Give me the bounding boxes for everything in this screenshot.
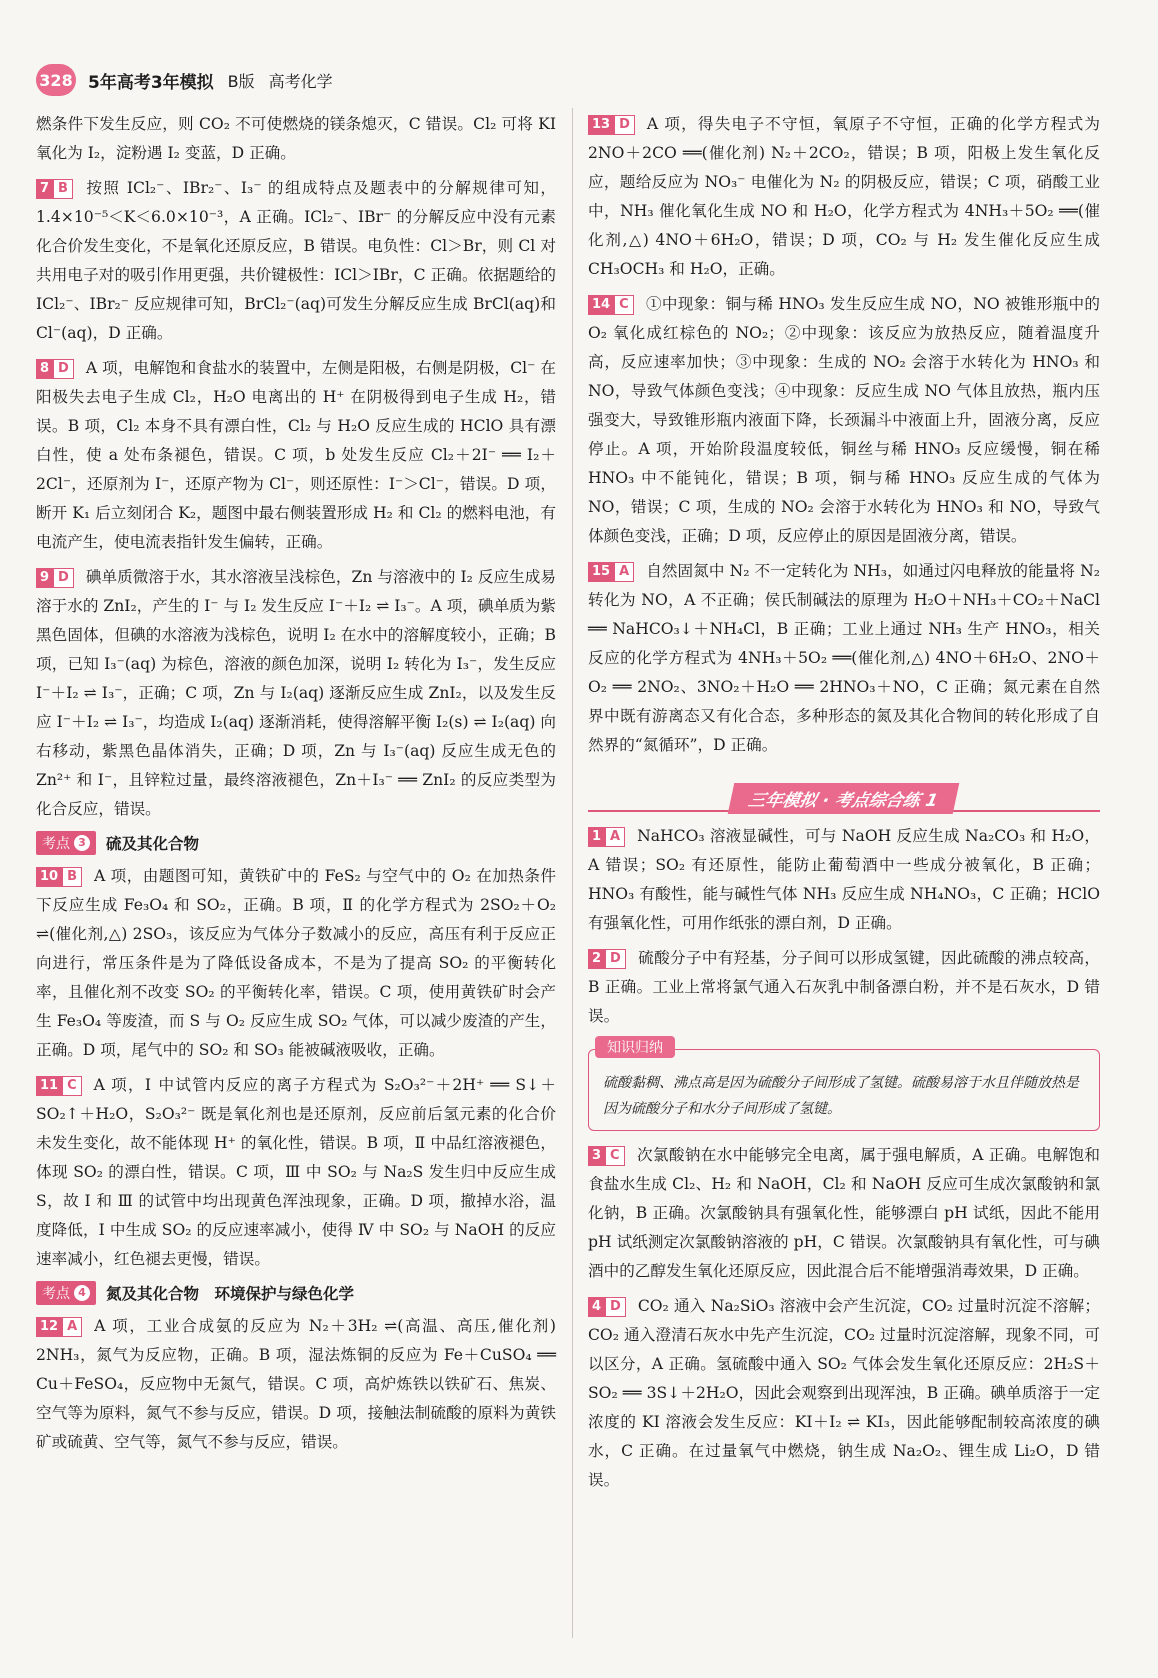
page-header [36,62,333,98]
answer-q9 [36,563,556,824]
intro-paragraph: 燃条件下发生反应，则 CO₂ 不可使燃烧的镁条熄灭，C 错误。Cl₂ 可将 KI 氧化为 I₂，淀粉遇 I₂ 变蓝，D 正确。 [36,115,556,162]
topic-tag: 考点 3 [36,831,96,855]
knowledge-tag: 知识归纳 [595,1036,675,1058]
answer-text: 按照 ICl₂⁻、IBr₂⁻、I₃⁻ 的组成特点及题表中的分解规律可知，1.4×10⁻⁵＜K＜6.0×10⁻³，A 正确。ICl₂⁻、IBr⁻ 的分解反应中没有元素化合价发生变化，不是氧化还原反应，B 错误。电负性：Cl＞Br，则 Cl 对共用电子对的吸引作用更强，共价键极性：ICl＞IBr，C 正确。依据题给的 ICl₂⁻、IBr₂⁻ 反应规律可知，BrCl₂⁻(aq)可发生分解反应生成 BrCl(aq)和Cl⁻(aq)，D 正确。 [36,179,556,342]
question-badge: 4 D [588,1297,626,1317]
answer-q15 [588,557,1100,760]
left-column [36,110,556,1463]
answer-text: A 项，Ⅰ 中试管内反应的离子方程式为 S₂O₃²⁻＋2H⁺ ══ S↓＋SO₂↑＋H₂O，S₂O₃²⁻ 既是氧化剂也是还原剂，反应前后氢元素的化合价未发生变化，故不能体现 H⁺ 的氧化性，错误。B 项，Ⅱ 中品红溶液褪色，体现 SO₂ 的漂白性，错误。C 项，Ⅲ 中 SO₂ 与 Na₂S 发生归中反应生成 S，故 Ⅰ 和 Ⅲ 的试管中均出现黄色浑浊现象，正确。D 项，撤掉水浴，温度降低，Ⅰ 中生成 SO₂ 的反应速率减小，使得 Ⅳ 中 SO₂ 与 NaOH 的反应速率减小，红色褪去更慢，错误。 [36,1076,556,1268]
answer-text: A 项，电解饱和食盐水的装置中，左侧是阳极，右侧是阴极，Cl⁻ 在阳极失去电子生成 Cl₂，H₂O 电离出的 H⁺ 在阴极得到电子生成 H₂，错误。B 项，Cl₂ 本身不具有漂白性，Cl₂ 与 H₂O 反应生成的 HClO 具有漂白性，使 a 处布条褪色，错误。C 项，b 处发生反应 Cl₂＋2I⁻ ══ I₂＋2Cl⁻，还原剂为 I⁻，还原产物为 Cl⁻，则还原性：I⁻＞Cl⁻，错误。D 项，断开 K₁ 后立刻闭合 K₂，题图中最右侧装置形成 H₂ 和 Cl₂ 的燃料电池，有电流产生，使电流表指针发生偏转，正确。 [36,359,556,551]
answer-q7 [36,174,556,348]
question-badge: 2 D [588,949,626,969]
banner-label: 三年模拟 · 考点综合练 1 [728,783,960,814]
book-edition: B版 [227,71,255,91]
book-title: 5年高考3年模拟 [88,72,214,93]
answer-text: NaHCO₃ 溶液显碱性，可与 NaOH 反应生成 Na₂CO₃ 和 H₂O，A 错误；SO₂ 有还原性，能防止葡萄酒中一些成分被氧化，B 正确；HNO₃ 有酸性，能与碱性气体 NH₃ 反应生成 NH₄NO₃，C 正确；HClO 有强氧化性，可用作纸张的漂白剂，D 正确。 [588,827,1100,932]
question-badge: 13 D [588,115,635,135]
question-badge: 9 D [36,568,74,588]
book-subject: 高考化学 [268,71,333,91]
knowledge-text: 硫酸黏稠、沸点高是因为硫酸分子间形成了氢键。硫酸易溶于水且伴随放热是因为硫酸分子和水分子间形成了氢键。 [603,1075,1079,1117]
answer-text: A 项，由题图可知，黄铁矿中的 FeS₂ 与空气中的 O₂ 在加热条件下反应生成 Fe₃O₄ 和 SO₂，正确。B 项，Ⅱ 的化学方程式为 2SO₂＋O₂ ⇌(催化剂,△) 2SO₃，该反应为气体分子数减小的反应，高压有利于反应正向进行，常压条件是为了降低设备成本，不是为了提高 SO₂ 的平衡转化率，且催化剂不改变 SO₂ 的平衡转化率，错误。C 项，使用黄铁矿时会产生 Fe₃O₄ 等废渣，而 S 与 O₂ 反应生成 SO₂ 气体，可以减少废渣的产生，正确。D 项，尾气中的 SO₂ 和 SO₃ 能被碱液吸收，正确。 [36,867,556,1059]
question-badge: 15 A [588,562,634,582]
answer-s2 [588,944,1100,1031]
section-banner [588,784,1100,812]
question-badge: 11 C [36,1076,82,1096]
answer-text: 硫酸分子中有羟基，分子间可以形成氢键，因此硫酸的沸点较高，B 正确。工业上常将氯气通入石灰乳中制备漂白粉，并不是石灰水，D 错误。 [588,949,1100,1025]
topic-tag: 考点 4 [36,1281,96,1305]
answer-q13 [588,110,1100,284]
answer-text: 自然固氮中 N₂ 不一定转化为 NH₃，如通过闪电释放的能量将 N₂ 转化为 NO，A 不正确；侯氏制碱法的原理为 H₂O＋NH₃＋CO₂＋NaCl ══ NaHCO₃↓＋NH₄Cl，B 正确；工业上通过 NH₃ 生产 HNO₃，相关反应的化学方程式为 4NH₃＋5O₂ ══(催化剂,△) 4NO＋6H₂O、2NO＋O₂ ══ 2NO₂、3NO₂＋H₂O ══ 2HNO₃＋NO，C 正确；氮元素在自然界中既有游离态又有化合态，多种形态的氮及其化合物间的转化形成了自然界的“氮循环”，D 正确。 [588,562,1100,754]
question-badge: 10 B [36,867,82,887]
answer-text: 碘单质微溶于水，其水溶液呈浅棕色，Zn 与溶液中的 I₂ 反应生成易溶于水的 ZnI₂，产生的 I⁻ 与 I₂ 发生反应 I⁻＋I₂ ⇌ I₃⁻。A 项，碘单质为紫黑色固体，但碘的水溶液为浅棕色，说明 I₂ 在水中的溶解度较小，正确；B 项，已知 I₃⁻(aq) 为棕色，溶液的颜色加深，说明 I₂ 转化为 I₃⁻，发生反应 I⁻＋I₂ ⇌ I₃⁻，正确；C 项，Zn 与 I₂(aq) 逐渐反应生成 ZnI₂，以及发生反应 I⁻＋I₂ ⇌ I₃⁻，均造成 I₂(aq) 逐渐消耗，使得溶解平衡 I₂(s) ⇌ I₂(aq) 向右移动，紫黑色晶体消失，正确；D 项，Zn 与 I₃⁻(aq) 反应生成无色的 Zn²⁺ 和 I⁻，且锌粒过量，最终溶液褪色，Zn＋I₃⁻ ══ ZnI₂ 的反应类型为化合反应，错误。 [36,568,556,818]
answer-s1 [588,822,1100,938]
question-badge: 14 C [588,295,634,315]
answer-text: A 项，得失电子不守恒，氧原子不守恒，正确的化学方程式为 2NO＋2CO ══(催化剂) N₂＋2CO₂，错误；B 项，阳极上发生氧化反应，题给反应为 NO₃⁻ 电催化为 N₂ 的阴极反应，错误；C 项，硝酸工业中，NH₃ 催化氧化生成 NO 和 H₂O，化学方程式为 4NH₃＋5O₂ ══(催化剂,△) 4NO＋6H₂O，错误；D 项，CO₂ 与 H₂ 发生催化反应生成 CH₃OCH₃ 和 H₂O，正确。 [588,115,1100,278]
column-divider [572,108,573,1638]
question-badge: 7 B [36,179,73,199]
knowledge-box [588,1040,1100,1131]
question-badge: 1 A [588,827,625,847]
answer-q14 [588,290,1100,551]
question-badge: 8 D [36,359,74,379]
topic-header-3 [36,830,556,856]
answer-s4 [588,1292,1100,1495]
page-number: 328 [36,64,76,96]
question-badge: 3 C [588,1146,625,1166]
right-column [588,110,1100,1501]
topic-title: 硫及其化合物 [106,835,200,853]
answer-q10 [36,862,556,1065]
answer-q8 [36,354,556,557]
topic-header-4 [36,1280,556,1306]
answer-text: ①中现象：铜与稀 HNO₃ 发生反应生成 NO，NO 被锥形瓶中的 O₂ 氧化成红棕色的 NO₂；②中现象：该反应为放热反应，随着温度升高，反应速率加快；③中现象：生成的 NO₂ 会溶于水转化为 HNO₃ 和 NO，导致气体颜色变浅；④中现象：反应生成 NO 气体且放热，瓶内压强变大，导致锥形瓶内液面下降，长颈漏斗中液面上升，固液分离，反应停止。A 项，开始阶段温度较低，铜丝与稀 HNO₃ 反应缓慢，铜在稀 HNO₃ 中不能钝化，错误；B 项，铜与稀 HNO₃ 反应生成的气体为 NO，错误；C 项，生成的 NO₂ 会溶于水转化为 HNO₃ 和 NO，导致气体颜色变浅，正确；D 项，反应停止的原因是固液分离，错误。 [588,295,1100,545]
answer-q11 [36,1071,556,1274]
topic-title: 氮及其化合物 环境保护与绿色化学 [106,1285,355,1303]
answer-text: CO₂ 通入 Na₂SiO₃ 溶液中会产生沉淀，CO₂ 过量时沉淀不溶解；CO₂ 通入澄清石灰水中先产生沉淀，CO₂ 过量时沉淀溶解，现象不同，可以区分，A 正确。氢硫酸中通入 SO₂ 气体会发生氧化还原反应：2H₂S＋SO₂ ══ 3S↓＋2H₂O，因此会观察到出现浑浊，B 正确。碘单质溶于一定浓度的 KI 溶液会发生反应：KI＋I₂ ⇌ KI₃，因此能够配制较高浓度的碘水，C 正确。在过量氧气中燃烧，钠生成 Na₂O₂、锂生成 Li₂O，D 错误。 [588,1297,1100,1489]
answer-text: 次氯酸钠在水中能够完全电离，属于强电解质，A 正确。电解饱和食盐水生成 Cl₂、H₂ 和 NaOH，Cl₂ 和 NaOH 反应可生成次氯酸钠和氯化钠，B 正确。次氯酸钠具有强氧化性，能够漂白 pH 试纸，因此不能用 pH 试纸测定次氯酸钠溶液的 pH，C 错误。次氯酸钠具有氧化性，可与碘酒中的乙醇发生氧化还原反应，因此混合后不能增强消毒效果，D 正确。 [588,1146,1100,1280]
question-badge: 12 A [36,1317,82,1337]
answer-text: A 项，工业合成氨的反应为 N₂＋3H₂ ⇌(高温、高压,催化剂) 2NH₃，氮气为反应物，正确。B 项，湿法炼铜的反应为 Fe＋CuSO₄ ══ Cu＋FeSO₄，反应物中无氮气，错误。C 项，高炉炼铁以铁矿石、焦炭、空气等为原料，氮气不参与反应，错误。D 项，接触法制硫酸的原料为黄铁矿或硫黄、空气等，氮气不参与反应，错误。 [36,1317,556,1451]
answer-s3 [588,1141,1100,1286]
answer-q12 [36,1312,556,1457]
